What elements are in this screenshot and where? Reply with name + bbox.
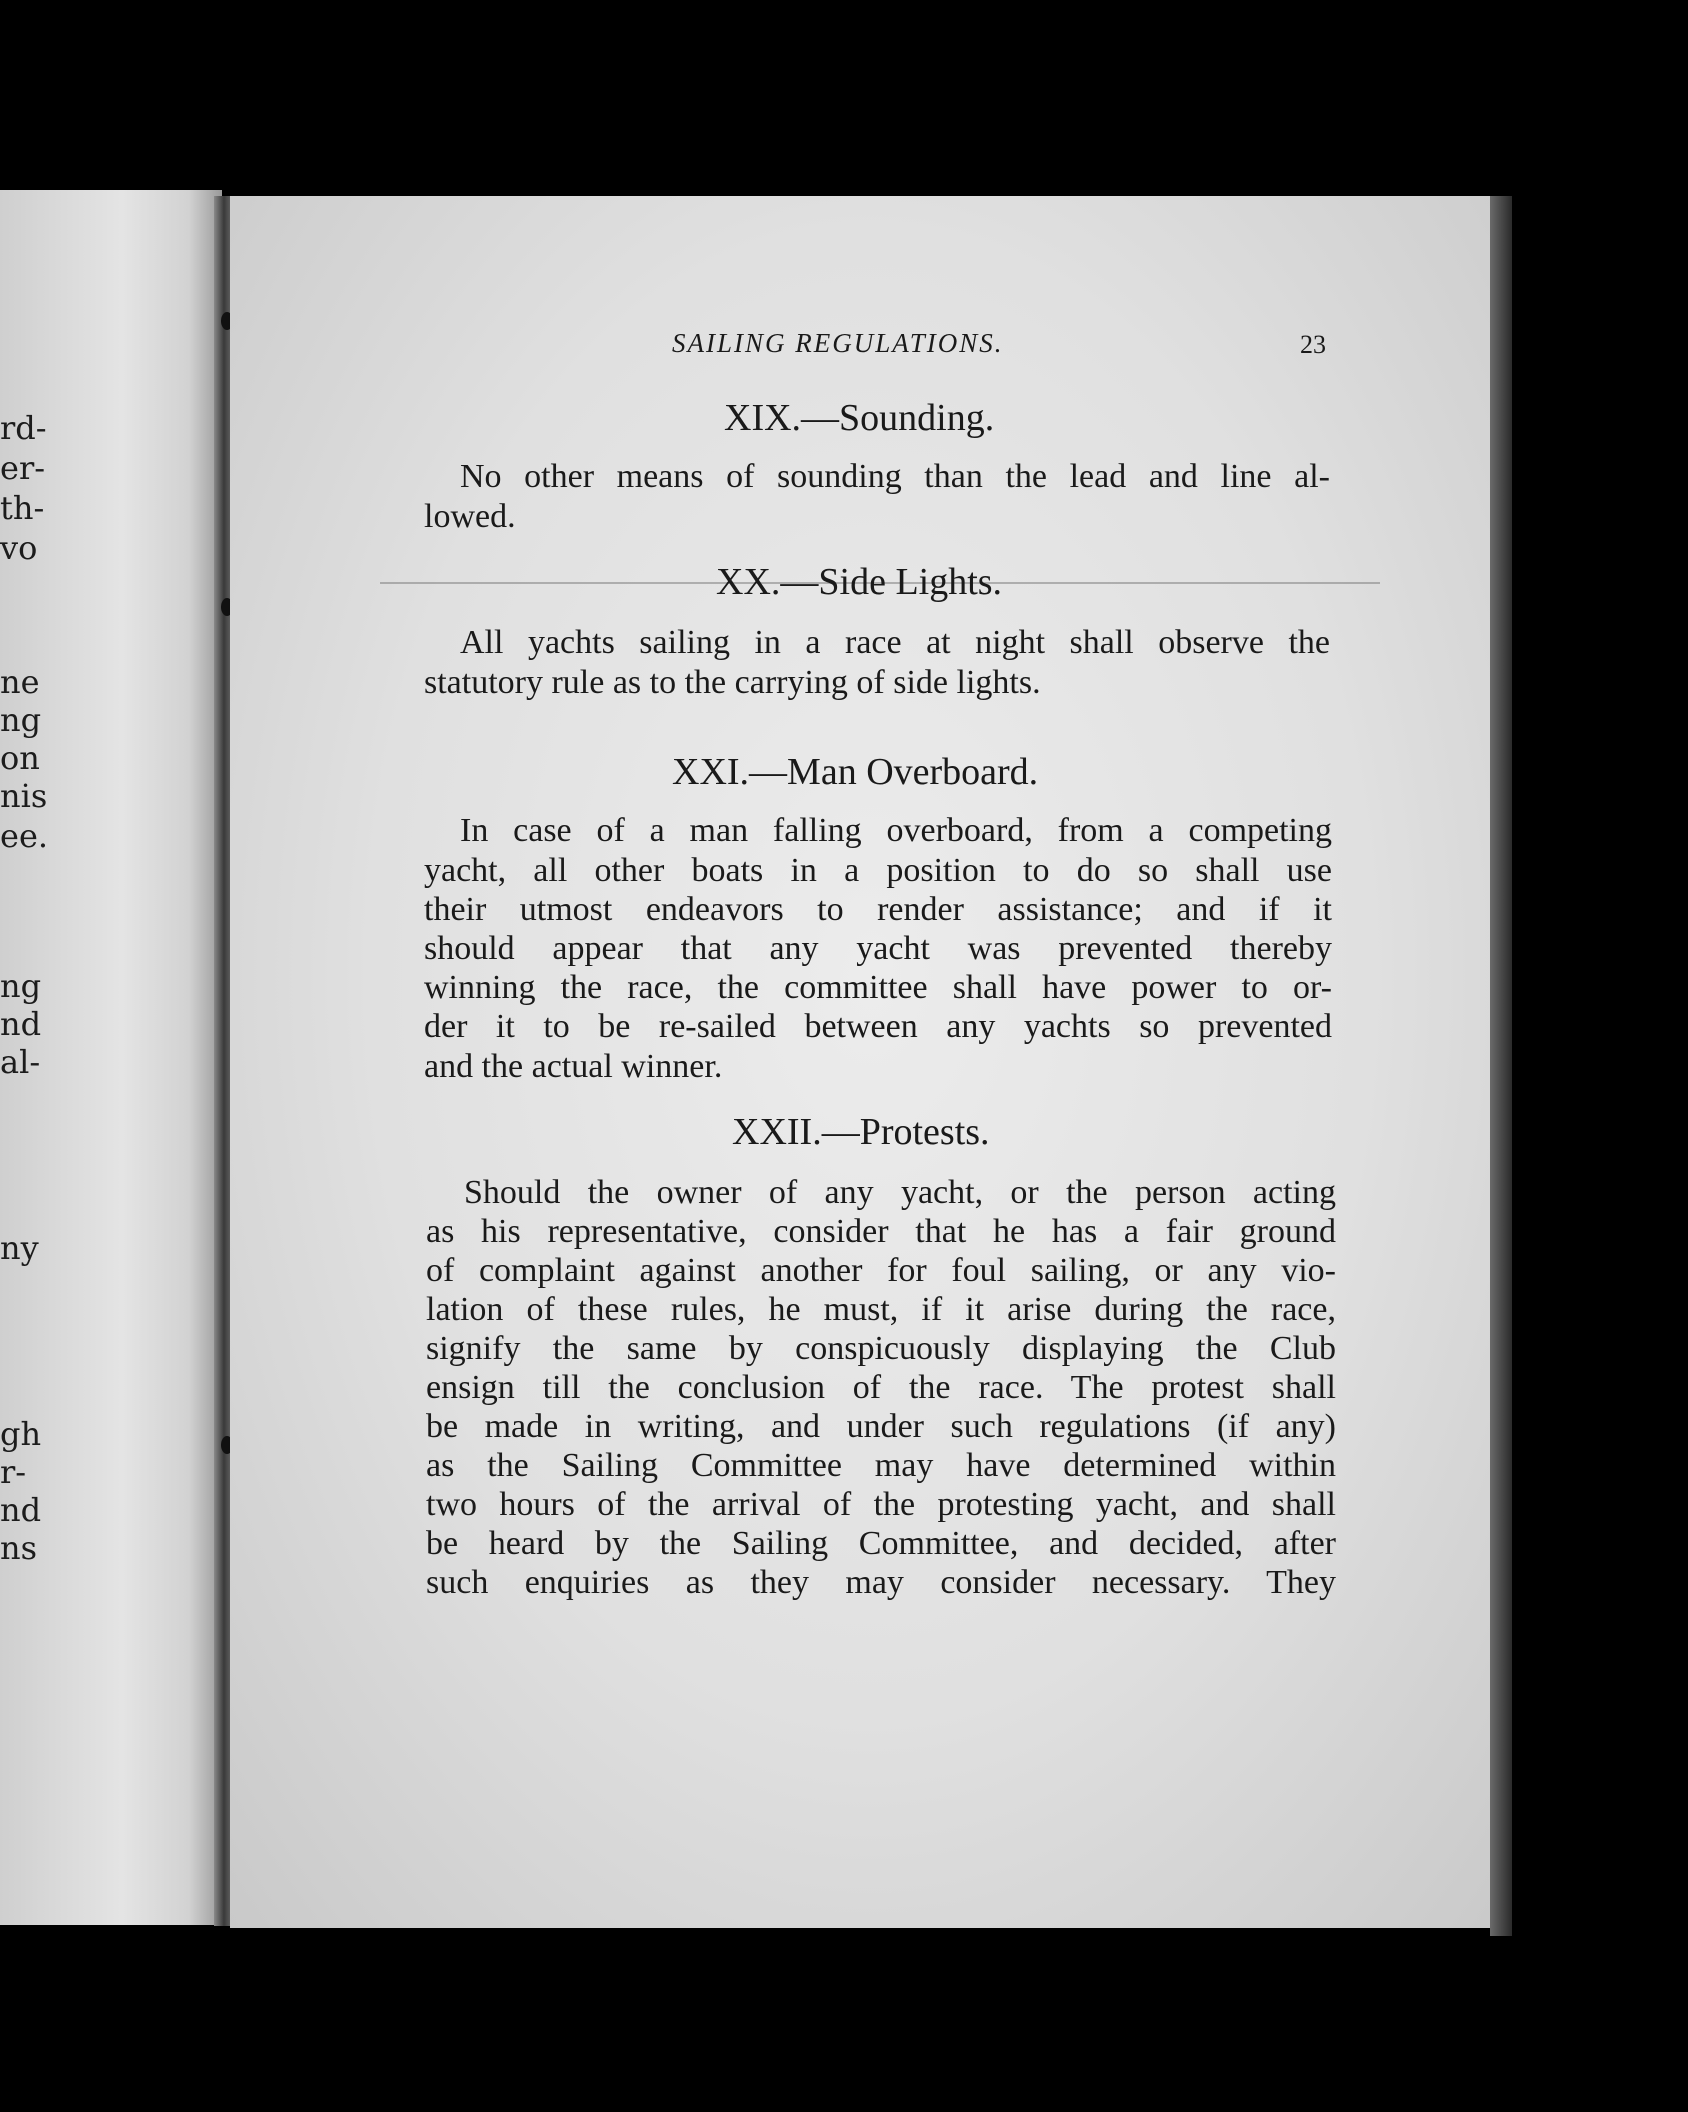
section-heading-protests: XXII.—Protests. bbox=[732, 1111, 990, 1153]
section-heading-sounding: XIX.—Sounding. bbox=[724, 397, 995, 439]
left-page-fragment: al- bbox=[0, 1043, 41, 1081]
paragraph-line: signify the same by conspicuously displaying the Club bbox=[426, 1330, 1336, 1367]
paragraph-line: as his representative, consider that he has a fair ground bbox=[426, 1213, 1336, 1250]
left-page-fragment: nd bbox=[0, 1491, 42, 1529]
paragraph-line: winning the race, the committee shall have power to or- bbox=[424, 969, 1332, 1006]
left-page-fragment: gh bbox=[0, 1415, 42, 1453]
left-page-fragment: er- bbox=[0, 449, 46, 487]
paragraph-line: as the Sailing Committee may have determined within bbox=[426, 1447, 1336, 1484]
paragraph-line: yacht, all other boats in a position to do so shall use bbox=[424, 852, 1332, 889]
left-page-fragment: nd bbox=[0, 1005, 42, 1043]
left-page-fragment: nis bbox=[0, 777, 48, 815]
section-heading-side-lights: XX.—Side Lights. bbox=[716, 561, 1003, 603]
left-page-fragment: r- bbox=[0, 1453, 27, 1491]
left-page-fragment: ns bbox=[0, 1529, 38, 1567]
left-page-fragment: ng bbox=[0, 701, 42, 739]
paragraph-line: All yachts sailing in a race at night shall observe the bbox=[460, 624, 1330, 661]
paragraph-line: Should the owner of any yacht, or the person acting bbox=[464, 1174, 1336, 1211]
section-heading-man-overboard: XXI.—Man Overboard. bbox=[672, 751, 1039, 793]
left-page-fragment: ne bbox=[0, 663, 40, 701]
paragraph-line: should appear that any yacht was prevented thereby bbox=[424, 930, 1332, 967]
paragraph-line: such enquiries as they may consider necessary. They bbox=[426, 1564, 1336, 1601]
left-page-fragment: ee. bbox=[0, 817, 49, 855]
paragraph-line: their utmost endeavors to render assistance; and if it bbox=[424, 891, 1332, 928]
paragraph-line: lation of these rules, he must, if it arise during the race, bbox=[426, 1291, 1336, 1328]
paragraph-line: der it to be re-sailed between any yachts so prevented bbox=[424, 1008, 1332, 1045]
paragraph-line: ensign till the conclusion of the race. The protest shall bbox=[426, 1369, 1336, 1406]
page-number: 23 bbox=[1300, 330, 1326, 359]
paragraph-line: and the actual winner. bbox=[424, 1048, 723, 1085]
paragraph-line: No other means of sounding than the lead and line al- bbox=[460, 458, 1330, 495]
paragraph-line: be heard by the Sailing Committee, and decided, after bbox=[426, 1525, 1336, 1562]
left-facing-page bbox=[0, 190, 222, 1925]
paragraph-line: statutory rule as to the carrying of side lights. bbox=[424, 664, 1041, 701]
left-page-fragment: ng bbox=[0, 967, 42, 1005]
left-page-fragment: ny bbox=[0, 1229, 39, 1267]
page-edge-shadow bbox=[1490, 196, 1512, 1936]
left-page-fragment: th- bbox=[0, 489, 45, 527]
left-page-fragment: vo bbox=[0, 529, 38, 567]
paragraph-line: be made in writing, and under such regulations (if any) bbox=[426, 1408, 1336, 1445]
paragraph-line: of complaint against another for foul sailing, or any vio- bbox=[426, 1252, 1336, 1289]
paragraph-line: lowed. bbox=[424, 498, 516, 535]
left-page-fragment: rd- bbox=[0, 409, 47, 447]
running-head: SAILING REGULATIONS. bbox=[672, 328, 1004, 358]
paragraph-line: two hours of the arrival of the protesting yacht, and shall bbox=[426, 1486, 1336, 1523]
left-page-fragment: on bbox=[0, 739, 40, 777]
paragraph-line: In case of a man falling overboard, from a competing bbox=[460, 812, 1332, 849]
